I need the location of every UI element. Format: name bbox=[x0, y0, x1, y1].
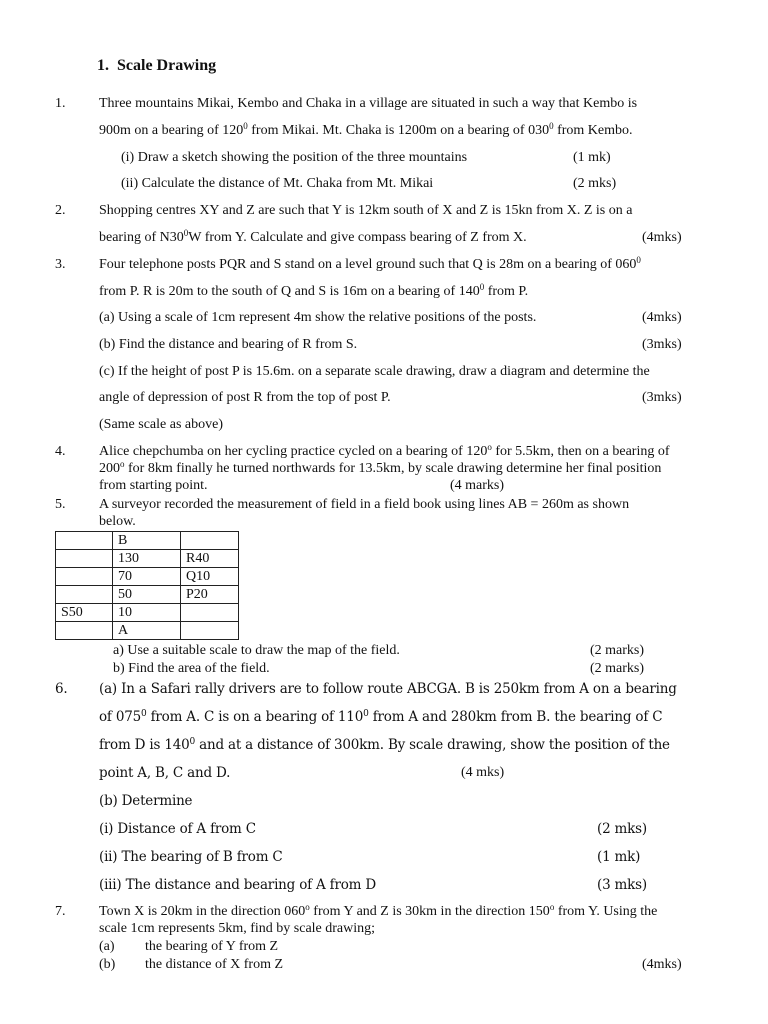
q3-line2: from P. R is 20m to the south of Q and S is 16m on a bearing of $140^0$ from P. bbox=[99, 282, 529, 299]
table-cell: 130 bbox=[113, 550, 181, 568]
q5-part-b: b) Find the area of the field. bbox=[113, 661, 270, 676]
table-row bbox=[56, 532, 239, 550]
q2-marks: (4mks) bbox=[642, 230, 682, 245]
field-book-table bbox=[55, 531, 239, 640]
table-cell bbox=[56, 622, 113, 640]
q3-part-c-line1: (c) If the height of post P is 15.6m. on a separate scale drawing, draw a diagram and determine the bbox=[99, 364, 650, 379]
q3-number: 3. bbox=[55, 257, 66, 272]
table-cell: R40 bbox=[181, 550, 239, 568]
table-cell bbox=[56, 550, 113, 568]
table-cell: A bbox=[113, 622, 181, 640]
table-cell: 70 bbox=[113, 568, 181, 586]
table-cell bbox=[56, 532, 113, 550]
q5-part-a: a) Use a suitable scale to draw the map of the field. bbox=[113, 643, 400, 658]
table-cell bbox=[181, 532, 239, 550]
q1-line1: Three mountains Mikai, Kembo and Chaka in a village are situated in such a way that Kembo is bbox=[99, 96, 638, 111]
section-title-text: Scale Drawing bbox=[117, 57, 217, 74]
q1-part-i-marks: (1 mk) bbox=[573, 150, 611, 165]
q5-part-a-marks: (2 marks) bbox=[590, 643, 645, 658]
table-row bbox=[56, 604, 239, 622]
q1-part-ii-marks: (2 mks) bbox=[573, 176, 617, 191]
q1-number: 1. bbox=[55, 96, 66, 111]
table-cell bbox=[181, 604, 239, 622]
q2-line1: Shopping centres XY and Z are such that Y is 12km south of X and Z is 15kn from X. Z is on a bbox=[99, 203, 633, 218]
q7-number: 7. bbox=[55, 904, 66, 919]
q7-marks: (4mks) bbox=[642, 957, 682, 972]
q5-part-b-marks: (2 marks) bbox=[590, 661, 645, 676]
section-number: 1. bbox=[97, 57, 109, 74]
table-cell: P20 bbox=[181, 586, 239, 604]
q7-line1: Town X is 20km in the direction 060$^o$ from Y and Z is 30km in the direction 150$^o$ from Y. Using the bbox=[99, 902, 658, 919]
table-cell: Q10 bbox=[181, 568, 239, 586]
table-cell bbox=[56, 568, 113, 586]
q3-part-b-marks: (3mks) bbox=[642, 337, 682, 352]
table-cell bbox=[181, 622, 239, 640]
q5-line1: A surveyor recorded the measurement of field in a field book using lines AB = 260m as shown bbox=[99, 497, 630, 512]
q6-line4-marks: (4 mks) bbox=[461, 765, 505, 780]
table-cell: 50 bbox=[113, 586, 181, 604]
q2-line2: bearing of $N30^0W$ from Y. Calculate and give compass bearing of Z from X. bbox=[99, 228, 527, 245]
q6-line2: of $075^0$ from A. C is on a bearing of $110^0$ from A and 280km from B. the bearing of C bbox=[99, 709, 663, 725]
q1-part-ii: (ii) Calculate the distance of Mt. Chaka from Mt. Mikai bbox=[121, 176, 434, 191]
q6-part-iii-marks: (3 mks) bbox=[597, 877, 647, 893]
q6-part-iii: (iii) The distance and bearing of A from D bbox=[99, 877, 376, 893]
q3-part-b: (b) Find the distance and bearing of R from S. bbox=[99, 337, 358, 352]
q4-line3: from starting point. bbox=[99, 478, 208, 493]
q3-part-c-line2: angle of depression of post R from the top of post P. bbox=[99, 390, 391, 405]
q7-part-b: the distance of X from Z bbox=[145, 957, 284, 972]
q6-part-i-marks: (2 mks) bbox=[597, 821, 647, 837]
q1-part-i: (i) Draw a sketch showing the position of the three mountains bbox=[121, 150, 468, 165]
table-cell: 10 bbox=[113, 604, 181, 622]
q6-part-ii-marks: (1 mk) bbox=[597, 849, 641, 865]
q4-marks: (4 marks) bbox=[450, 478, 505, 493]
q7-part-b-label: (b) bbox=[99, 957, 116, 972]
q5-line2: below. bbox=[99, 514, 136, 529]
table-row bbox=[56, 586, 239, 604]
table-row bbox=[56, 622, 239, 640]
table-row bbox=[56, 550, 239, 568]
q3-part-a-marks: (4mks) bbox=[642, 310, 682, 325]
q3-line1: Four telephone posts PQR and S stand on a level ground such that Q is 28m on a bearing of $060^0$ bbox=[99, 255, 641, 272]
q4-number: 4. bbox=[55, 444, 66, 459]
q1-line2: 900m on a bearing of $120^0$ from Mikai. Mt. Chaka is 1200m on a bearing of $030^0$ from Kembo. bbox=[99, 121, 633, 138]
q5-number: 5. bbox=[55, 497, 66, 512]
q6-line1: (a) In a Safari rally drivers are to follow route ABCGA. B is 250km from A on a bearing bbox=[99, 681, 677, 697]
q7-part-a: the bearing of Y from Z bbox=[145, 939, 279, 954]
q6-line3: from D is $140^0$ and at a distance of 300km. By scale drawing, show the position of the bbox=[99, 737, 670, 753]
q6-part-b: (b) Determine bbox=[99, 793, 193, 809]
q6-line4: point A, B, C and D. bbox=[99, 765, 231, 781]
q6-part-ii: (ii) The bearing of B from C bbox=[99, 849, 283, 865]
q4-line2: 200$^o$ for 8km finally he turned northwards for 13.5km, by scale drawing determine her final position bbox=[99, 459, 662, 476]
table-cell bbox=[56, 586, 113, 604]
q2-number: 2. bbox=[55, 203, 66, 218]
q3-part-c-marks: (3mks) bbox=[642, 390, 682, 405]
section-title bbox=[97, 58, 216, 74]
q6-part-i: (i) Distance of A from C bbox=[99, 821, 256, 837]
q6-number: 6. bbox=[55, 681, 68, 697]
q7-line2: scale 1cm represents 5km, find by scale drawing; bbox=[99, 921, 376, 936]
table-row bbox=[56, 568, 239, 586]
q3-part-a: (a) Using a scale of 1cm represent 4m show the relative positions of the posts. bbox=[99, 310, 537, 325]
q3-note: (Same scale as above) bbox=[99, 417, 223, 432]
q7-part-a-label: (a) bbox=[99, 939, 115, 954]
table-cell: B bbox=[113, 532, 181, 550]
q4-line1: Alice chepchumba on her cycling practice cycled on a bearing of 120$^o$ for 5.5km, then on a bearing of bbox=[99, 442, 670, 459]
table-cell: S50 bbox=[56, 604, 113, 622]
